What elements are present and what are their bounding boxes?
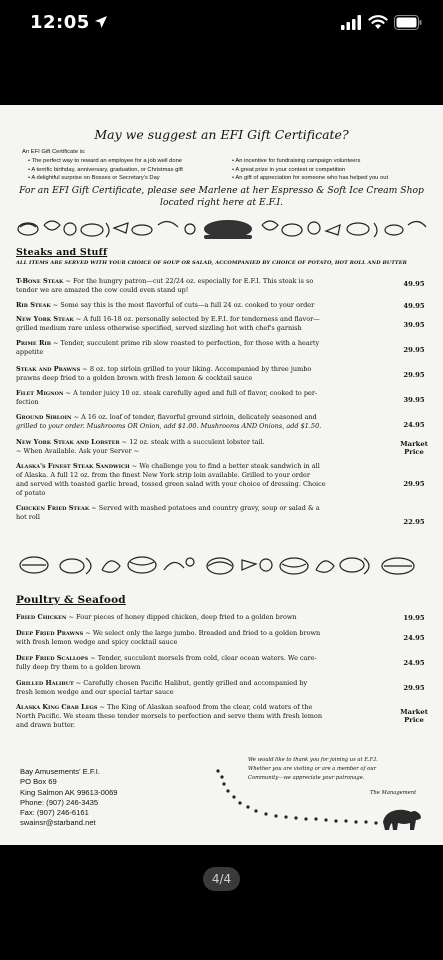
item-price: 39.95 (403, 396, 425, 404)
contact-fax: Fax: (907) 246-6161 (20, 808, 89, 818)
menu-item (16, 613, 386, 622)
item-name: Alaska's Finest Steak Sandwich (16, 462, 130, 470)
item-description: ~ For the hungry patron—cut 22/24 oz. especially for E.F.I. This steak is so (63, 277, 314, 285)
item-description: ~ When Available. Ask your Server ~ (16, 446, 140, 455)
item-description: ~ The King of Alaskan seafood from the clear, cold waters of the (97, 703, 313, 711)
wifi-icon (368, 14, 388, 30)
menu-page-image[interactable] (0, 105, 443, 845)
thank-you-line: We would like to thank you for joining us at E.F.I. (248, 757, 378, 763)
menu-item (16, 654, 386, 672)
item-price-line: Price (404, 448, 424, 457)
menu-item (16, 438, 386, 456)
item-price: 19.95 (403, 614, 425, 622)
item-description: of Alaska. A full 12 oz. from the finest New York strip loin available. Grilled to your order (16, 470, 311, 479)
menu-item (16, 679, 386, 697)
item-price (394, 440, 434, 457)
item-name: Prime Rib (16, 339, 51, 347)
menu-item (16, 413, 386, 431)
menu-item (16, 277, 386, 295)
item-price: 29.95 (403, 346, 425, 354)
item-name: Grilled Halibut (16, 679, 74, 687)
item-name: Deep Fried Scallops (16, 654, 89, 662)
thank-you-line: Community—we appreciate your patronage. (248, 774, 365, 781)
item-price-line: Price (404, 716, 424, 725)
item-description: ~ A full 16-18 oz. personally selected by E.F.I. for tenderness and flavor— (73, 315, 320, 323)
item-name: Ground Sirloin (16, 413, 72, 421)
contact-name: Bay Amusements' E.F.I. (20, 767, 100, 776)
menu-item (16, 629, 386, 647)
item-description: ~ 8 oz. top sirloin grilled to your liking. Accompanied by three jumbo (80, 365, 312, 373)
item-description: ~ Served with mashed potatoes and country gravy, soup or salad & a (89, 504, 320, 512)
steaks-section-note: ALL ITEMS ARE SERVED WITH YOUR CHOICE OF SOUP OR SALAD, ACCOMPANIED BY CHOICE OF POTATO, HOT ROLL AND BUTTER (16, 260, 407, 266)
item-description: ~ Tender, succulent prime rib slow roasted to perfection, for those with a hearty (50, 339, 320, 347)
item-description: ~ Carefully chosen Pacific Halibut, gently grilled and accompanied by (73, 679, 308, 687)
menu-item (16, 462, 386, 498)
paw-print-trail-illustration (210, 765, 395, 827)
contact-phone: Phone: (907) 246-3435 (20, 797, 99, 807)
gift-benefit: • An incentive for fundraising campaign volunteers (232, 157, 388, 166)
section-heading-steaks: Steaks and Stuff (16, 247, 108, 258)
item-description: ~ A tender juicy 10 oz. steak carefully aged and full of flavor, cooked to per- (63, 389, 318, 397)
seafood-border-illustration (14, 550, 429, 580)
item-description: ~ Four pieces of honey dipped chicken, deep fried to a golden brown (66, 613, 297, 621)
item-name: Deep Fried Prawns (16, 629, 84, 637)
item-price: 29.95 (403, 371, 425, 379)
item-description: grilled to your order. Mushrooms OR Onion, add $1.00. Mushrooms AND Onions, add $1.50. (16, 421, 322, 430)
item-description: grilled medium rare unless otherwise specified, served sizzling hot with chef's garnish (16, 323, 302, 332)
item-description: ~ We challenge you to find a better steak sandwich in all (129, 462, 320, 470)
item-description: ~ A 16 oz. loaf of tender, flavorful ground sirloin, delicately seasoned and (71, 413, 317, 421)
item-description: fully deep fry them to a golden brown (16, 662, 141, 671)
item-description: and drawn butter. (16, 720, 76, 729)
gift-cta-line: located right here at E.F.I. (160, 197, 283, 208)
gift-certificate-cta (0, 185, 443, 209)
thank-you-line: Whether you are visiting or are a member of our (248, 765, 377, 772)
status-bar (0, 0, 443, 48)
thank-you-signature: The Management (370, 790, 417, 796)
menu-item (16, 703, 386, 730)
item-price: 24.95 (403, 659, 425, 667)
contact-block (20, 767, 118, 829)
food-border-illustration (14, 213, 429, 243)
item-description: with fresh lemon wedge and spicy cocktail sauce (16, 637, 178, 646)
gift-benefits-left (28, 157, 183, 183)
item-price-line: Market (400, 440, 428, 448)
item-price (394, 708, 434, 725)
item-description: prawns deep fried to a golden brown with fresh lemon & cocktail sauce (16, 373, 253, 382)
item-name: Filet Mignon (16, 389, 64, 397)
item-price: 49.95 (403, 280, 425, 288)
gift-benefit: • The perfect way to reward an employee for a job well done (28, 157, 183, 166)
gift-benefits-right (232, 157, 388, 183)
item-name: New York Steak and Lobster (16, 438, 120, 446)
section-heading-poultry: Poultry & Seafood (16, 594, 126, 606)
item-price: 22.95 (403, 518, 425, 526)
bear-illustration (381, 806, 423, 832)
item-description: appetite (16, 347, 44, 356)
item-price: 29.95 (403, 480, 425, 488)
gift-benefit: • A great prize in your contest or competition (232, 166, 388, 175)
item-description: fresh lemon wedge and our special tartar sauce (16, 687, 174, 696)
item-name: T-Bone Steak (16, 277, 64, 285)
contact-city: King Salmon AK 99613-0069 (20, 787, 118, 797)
item-name: Alaska King Crab Legs (16, 703, 98, 711)
item-description: and served with toasted garlic bread, tossed green salad with your choice of dressing. Choice (16, 479, 326, 488)
gift-benefit: • An gift of appreciation for someone who has helped you out (232, 174, 388, 183)
item-name: Fried Chicken (16, 613, 67, 621)
gift-benefit: • A delightful surprise on Bosses or Secretary's Day (28, 174, 183, 183)
item-description: ~ We select only the large jumbo. Breaded and fried to a golden brown (83, 629, 321, 637)
item-name: Chicken Fried Steak (16, 504, 90, 512)
gift-certificate-intro: An EFI Gift Certificate is: (22, 149, 86, 155)
item-price: 39.95 (403, 321, 425, 329)
item-price: 49.95 (403, 302, 425, 310)
menu-item (16, 339, 386, 357)
item-description: of potato (16, 488, 46, 497)
item-description: fection (16, 397, 39, 406)
gift-cta-line: For an EFI Gift Certificate, please see Marlene at her Espresso & Soft Ice Cream Shop (19, 185, 424, 196)
item-name: New York Steak (16, 315, 74, 323)
item-description: ~ Tender, succulent morsels from cold, clear ocean waters. We care- (88, 654, 317, 662)
item-description: ~ Some say this is the most flavorful of cuts—a full 24 oz. cooked to your order (50, 301, 315, 309)
page-indicator: 4/4 (203, 867, 240, 891)
gift-certificate-title: May we suggest an EFI Gift Certificate? (94, 127, 349, 142)
item-price-line: Market (400, 708, 428, 716)
gift-benefit: • A terrific birthday, anniversary, graduation, or Christmas gift (28, 166, 183, 175)
menu-item (16, 504, 386, 522)
location-arrow-icon (94, 15, 108, 29)
menu-item (16, 301, 386, 310)
item-description: ~ 12 oz. steak with a succulent lobster tail. (119, 438, 265, 446)
item-description: North Pacific. We steam these tender morsels to perfection and serve them with fresh lemon (16, 711, 323, 720)
item-description: tender we are amazed the cow could even stand up! (16, 285, 189, 294)
item-price: 24.95 (403, 634, 425, 642)
status-time: 12:05 (30, 12, 90, 33)
item-price: 29.95 (403, 684, 425, 692)
contact-email: swainsr@starband.net (20, 818, 96, 828)
item-price: 24.95 (403, 421, 425, 429)
cellular-signal-icon (341, 15, 361, 30)
item-description: hot roll (16, 512, 40, 521)
menu-item (16, 365, 386, 383)
menu-item (16, 315, 386, 333)
contact-box: PO Box 69 (20, 777, 57, 787)
menu-item (16, 389, 386, 407)
item-name: Rib Steak (16, 301, 51, 309)
battery-icon (394, 15, 422, 30)
item-name: Steak and Prawns (16, 365, 81, 373)
